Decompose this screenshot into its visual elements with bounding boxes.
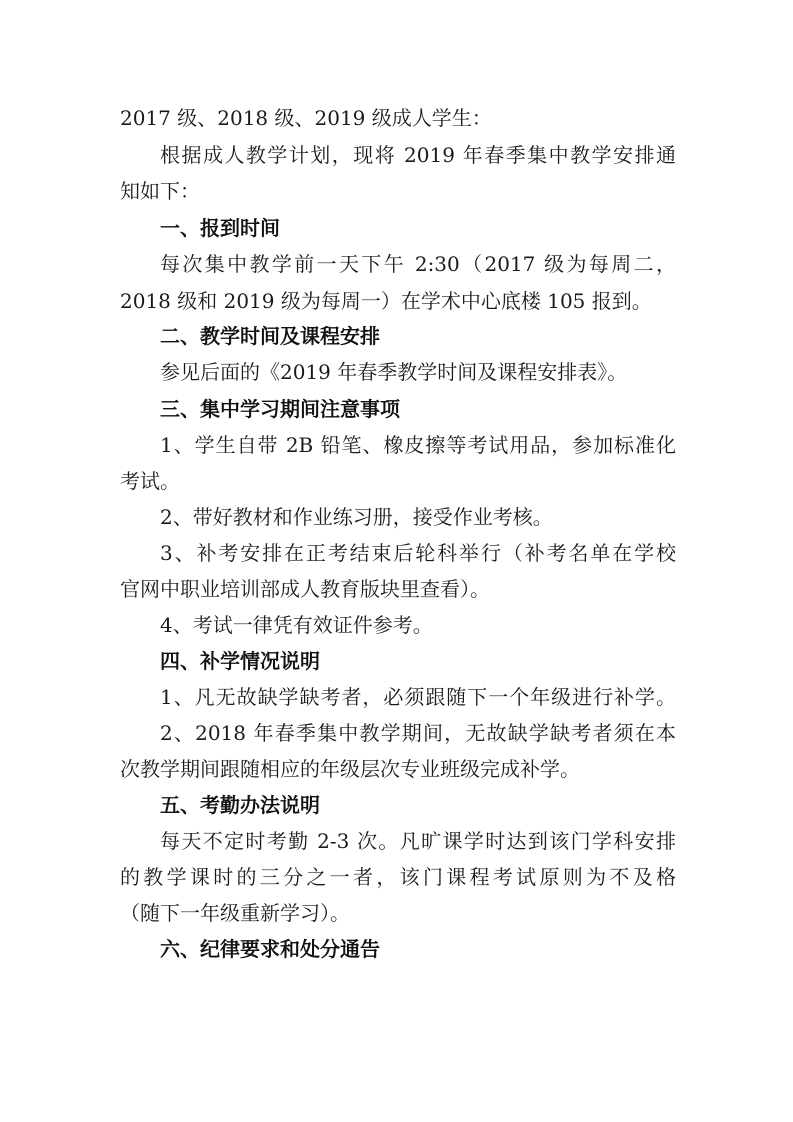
section-3-line-2: 考试。	[120, 469, 180, 493]
section-2-line-1: 参见后面的《2019 年春季教学时间及课程安排表》。	[160, 360, 628, 384]
section-3-line-6: 4、考试一律凭有效证件参考。	[160, 613, 433, 637]
section-1-line-2: 2018 级和 2019 级为每周一）在学术中心底楼 105 报到。	[120, 289, 652, 313]
section-5-line-2: 的教学课时的三分之一者，该门课程考试原则为不及格	[120, 865, 676, 889]
section-heading-2: 二、教学时间及课程安排	[160, 324, 380, 348]
section-heading-4: 四、补学情况说明	[160, 649, 320, 673]
section-3-line-3: 2、带好教材和作业练习册，接受作业考核。	[160, 505, 553, 529]
section-3-line-5: 官网中职业培训部成人教育版块里查看）。	[120, 577, 490, 601]
section-4-line-1: 1、凡无故缺学缺考者，必须跟随下一个年级进行补学。	[160, 685, 676, 709]
section-3-line-1: 1、学生自带 2B 铅笔、橡皮擦等考试用品，参加标准化	[160, 433, 676, 457]
section-1-line-1: 每次集中教学前一天下午 2:30（2017 级为每周二，	[160, 252, 676, 276]
section-heading-6: 六、纪律要求和处分通告	[160, 937, 380, 961]
intro-line-2: 知如下：	[120, 179, 200, 203]
section-heading-1: 一、报到时间	[160, 216, 280, 240]
section-heading-5: 五、考勤办法说明	[160, 793, 320, 817]
section-4-line-3: 次教学期间跟随相应的年级层次专业班级完成补学。	[120, 757, 580, 781]
salutation: 2017 级、2018 级、2019 级成人学生：	[120, 106, 492, 130]
section-4-line-2: 2、2018 年春季集中教学期间，无故缺学缺考者须在本	[160, 721, 676, 745]
section-5-line-3: （随下一年级重新学习）。	[120, 901, 350, 925]
section-5-line-1: 每天不定时考勤 2-3 次。凡旷课学时达到该门学科安排	[160, 829, 676, 853]
section-3-line-4: 3、补考安排在正考结束后轮科举行（补考名单在学校	[160, 541, 676, 565]
intro-line-1: 根据成人教学计划，现将 2019 年春季集中教学安排通	[160, 143, 676, 167]
section-heading-3: 三、集中学习期间注意事项	[160, 397, 400, 421]
